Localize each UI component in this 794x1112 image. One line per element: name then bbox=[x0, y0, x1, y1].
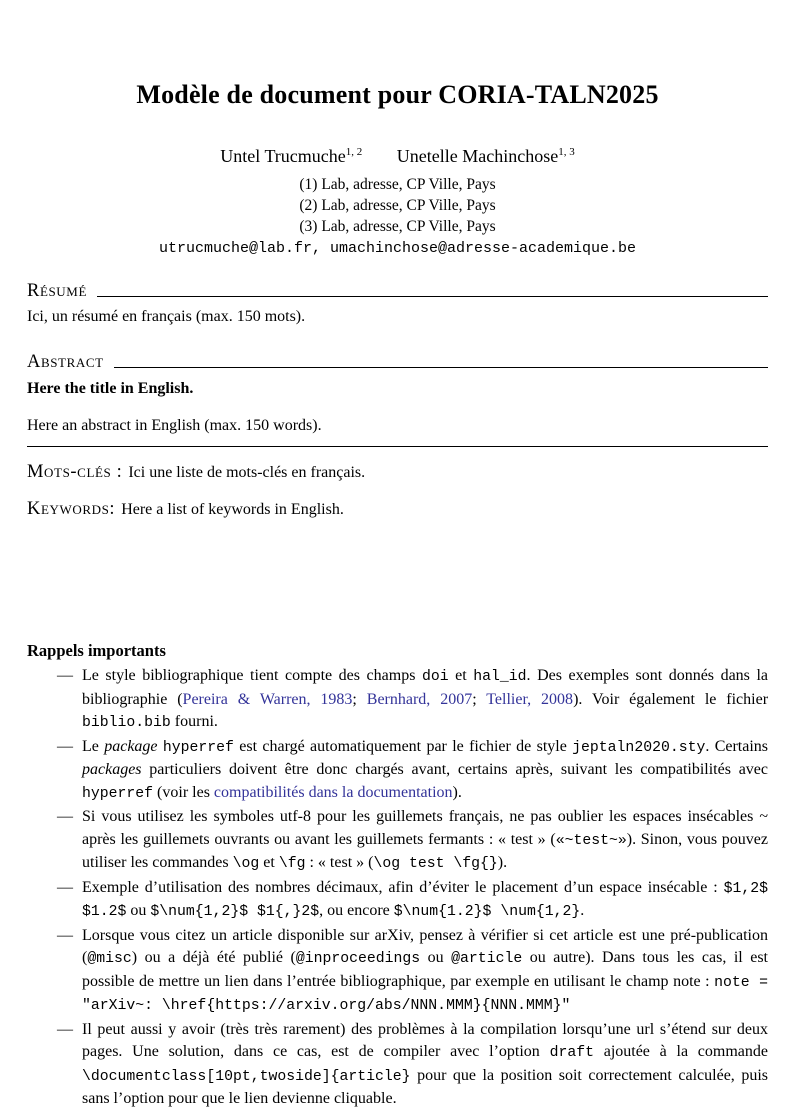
code-text: @article bbox=[451, 951, 523, 967]
text-segment: ou autre). Dans tous les cas, il est possible de mettre un lien dans l’entrée bibliographique, par exemple en utilisant le champ note : bbox=[82, 949, 768, 990]
code-text: \og bbox=[232, 856, 260, 872]
keywords-fr-text: Ici une liste de mots-clés en français. bbox=[128, 464, 366, 481]
text-segment: et bbox=[448, 667, 474, 684]
affiliation-1: (1) Lab, adresse, CP Ville, Pays bbox=[299, 176, 496, 193]
code-text: \fg bbox=[278, 856, 306, 872]
keywords-fr-label: Mots-clés : bbox=[27, 462, 123, 482]
code-text: \documentclass[10pt,twoside]{article} bbox=[82, 1068, 411, 1085]
keywords-en-text: Here a list of keywords in English. bbox=[121, 501, 344, 518]
text-segment: Il peut aussi y avoir (très très rarement) des problèmes à la compilation lorsqu’une url s’étend sur deux pages. Une solution, dans ce cas, est de compiler avec l’option bbox=[82, 1020, 768, 1060]
resume-section-header bbox=[27, 281, 768, 302]
item-text bbox=[82, 736, 768, 806]
code-text: $\num{1.2}$ \num{1,2} bbox=[393, 904, 581, 920]
code-text: @inproceedings bbox=[295, 951, 421, 967]
list-item bbox=[27, 665, 768, 735]
text-segment: : « test » ( bbox=[305, 854, 374, 871]
code-text: note = "arXiv~: \href{https://arxiv.org/abs/NNN.MMM}{NNN.MMM}" bbox=[82, 974, 777, 1014]
item-dash-marker: — bbox=[57, 878, 73, 896]
reminders-list bbox=[27, 665, 777, 1111]
item-text bbox=[82, 877, 777, 924]
code-text: hyperref bbox=[82, 785, 154, 802]
text-segment: ; bbox=[352, 690, 367, 708]
list-item bbox=[27, 925, 777, 1018]
item-text bbox=[82, 1019, 768, 1111]
author-emails: utrucmuche@lab.fr, umachinchose@adresse-academique.be bbox=[158, 240, 637, 257]
text-segment: Le style bibliographique tient compte des champs bbox=[82, 667, 422, 684]
item-text bbox=[82, 665, 768, 735]
text-segment: est chargé automatiquement par le fichier de style bbox=[233, 737, 573, 755]
text-segment: package bbox=[104, 737, 158, 755]
text-segment: Lorsque vous citez un article disponible sur arXiv, pensez à vérifier si cet article est une pré-publication ( bbox=[82, 926, 768, 966]
resume-label: Résumé bbox=[27, 281, 87, 301]
text-segment: , ou encore bbox=[319, 902, 394, 919]
item-dash-marker: — bbox=[57, 1020, 73, 1038]
abstract-text: Here an abstract in English (max. 150 words). bbox=[27, 415, 768, 447]
author-2 bbox=[397, 146, 575, 166]
abstract-rule bbox=[114, 367, 768, 368]
keywords-en-label: Keywords: bbox=[27, 499, 116, 519]
list-item bbox=[27, 736, 768, 806]
item-dash-marker: — bbox=[57, 737, 73, 755]
text-segment: Si vous utilisez les symboles utf-8 pour les guillemets français, ne pas oublier les espaces insécables ~ après les guillemets ouvrants ou avant les guillemets fermants : « test » ( bbox=[82, 808, 768, 848]
list-item bbox=[27, 877, 777, 924]
text-segment: ). bbox=[452, 783, 462, 801]
author-2-affiliation-mark: 1, 3 bbox=[558, 146, 575, 158]
list-item bbox=[27, 806, 768, 876]
text-segment: ). Sinon, vous pouvez utiliser les commandes bbox=[82, 830, 768, 871]
code-text: $\num{1,2}$ $1{,}2$ bbox=[150, 904, 320, 920]
text-segment: Le bbox=[82, 737, 105, 755]
code-text: doi bbox=[421, 669, 449, 685]
code-text: @misc bbox=[87, 951, 132, 967]
affiliations-block bbox=[27, 174, 768, 237]
item-text bbox=[82, 925, 777, 1018]
text-segment: ) ou a déjà été publié ( bbox=[131, 949, 296, 966]
text-segment: ajoutée à la commande bbox=[593, 1043, 768, 1060]
keywords-en-line bbox=[27, 498, 768, 521]
abstract-section-header bbox=[27, 352, 768, 373]
code-text: $1,2$ $1.2$ bbox=[82, 880, 777, 920]
code-text: draft bbox=[549, 1045, 594, 1061]
code-text: hyperref bbox=[162, 739, 234, 756]
text-segment: ; bbox=[472, 690, 487, 708]
hyperlink[interactable]: Pereira & Warren, 1983 bbox=[182, 690, 353, 708]
author-1-name: Untel Trucmuche bbox=[220, 146, 346, 166]
author-1-affiliation-mark: 1, 2 bbox=[345, 146, 363, 158]
code-text: biblio.bib bbox=[82, 715, 171, 731]
code-text: jeptaln2020.sty bbox=[572, 739, 706, 756]
abstract-english-title: Here the title in English. bbox=[27, 380, 194, 397]
text-segment: pour que la position soit correctement calculée, puis sans l’option pour que le lien devienne cliquable. bbox=[82, 1066, 768, 1107]
list-item bbox=[27, 1019, 768, 1111]
author-2-name: Unetelle Machinchose bbox=[396, 146, 559, 166]
abstract-label: Abstract bbox=[27, 352, 104, 372]
code-text: «~test~» bbox=[555, 832, 627, 849]
text-segment: ). bbox=[497, 854, 508, 871]
item-text bbox=[82, 806, 768, 876]
text-segment: ou bbox=[420, 949, 452, 966]
text-segment: . bbox=[580, 902, 585, 919]
item-dash-marker: — bbox=[57, 926, 73, 944]
item-dash-marker: — bbox=[57, 667, 73, 684]
keywords-fr-line bbox=[27, 461, 768, 484]
text-segment: particuliers doivent être donc chargés avant, certains après, suivant les compatibilités avec bbox=[141, 761, 768, 778]
resume-text: Ici, un résumé en français (max. 150 mots). bbox=[27, 308, 306, 325]
item-dash-marker: — bbox=[57, 808, 73, 825]
text-segment: ). Voir également le fichier bbox=[573, 690, 769, 708]
text-segment: packages bbox=[82, 761, 142, 778]
authors-line bbox=[27, 146, 768, 167]
text-segment: et bbox=[259, 854, 279, 871]
text-segment: fourni. bbox=[170, 713, 218, 730]
affiliation-3: (3) Lab, adresse, CP Ville, Pays bbox=[299, 218, 496, 235]
hyperlink[interactable]: Bernhard, 2007 bbox=[366, 690, 473, 708]
reminders-heading: Rappels importants bbox=[27, 641, 166, 660]
author-1 bbox=[220, 146, 362, 166]
text-segment: . Certains bbox=[705, 737, 769, 755]
affiliation-2: (2) Lab, adresse, CP Ville, Pays bbox=[299, 197, 496, 214]
paper-title: Modèle de document pour CORIA-TALN2025 bbox=[136, 80, 659, 109]
hyperlink[interactable]: compatibilités dans la documentation bbox=[213, 783, 453, 801]
code-text: \og test \fg{} bbox=[373, 856, 498, 872]
text-segment: Exemple d’utilisation des nombres décimaux, afin d’éviter le placement d’un espace insécable : bbox=[82, 878, 724, 896]
text-segment: (voir les bbox=[153, 783, 214, 801]
text-segment: . Des exemples sont donnés dans la bibliographie ( bbox=[82, 667, 768, 708]
code-text: hal_id bbox=[473, 669, 527, 685]
resume-rule bbox=[97, 296, 768, 297]
hyperlink[interactable]: Tellier, 2008 bbox=[486, 690, 574, 708]
text-segment: ou bbox=[126, 902, 151, 919]
